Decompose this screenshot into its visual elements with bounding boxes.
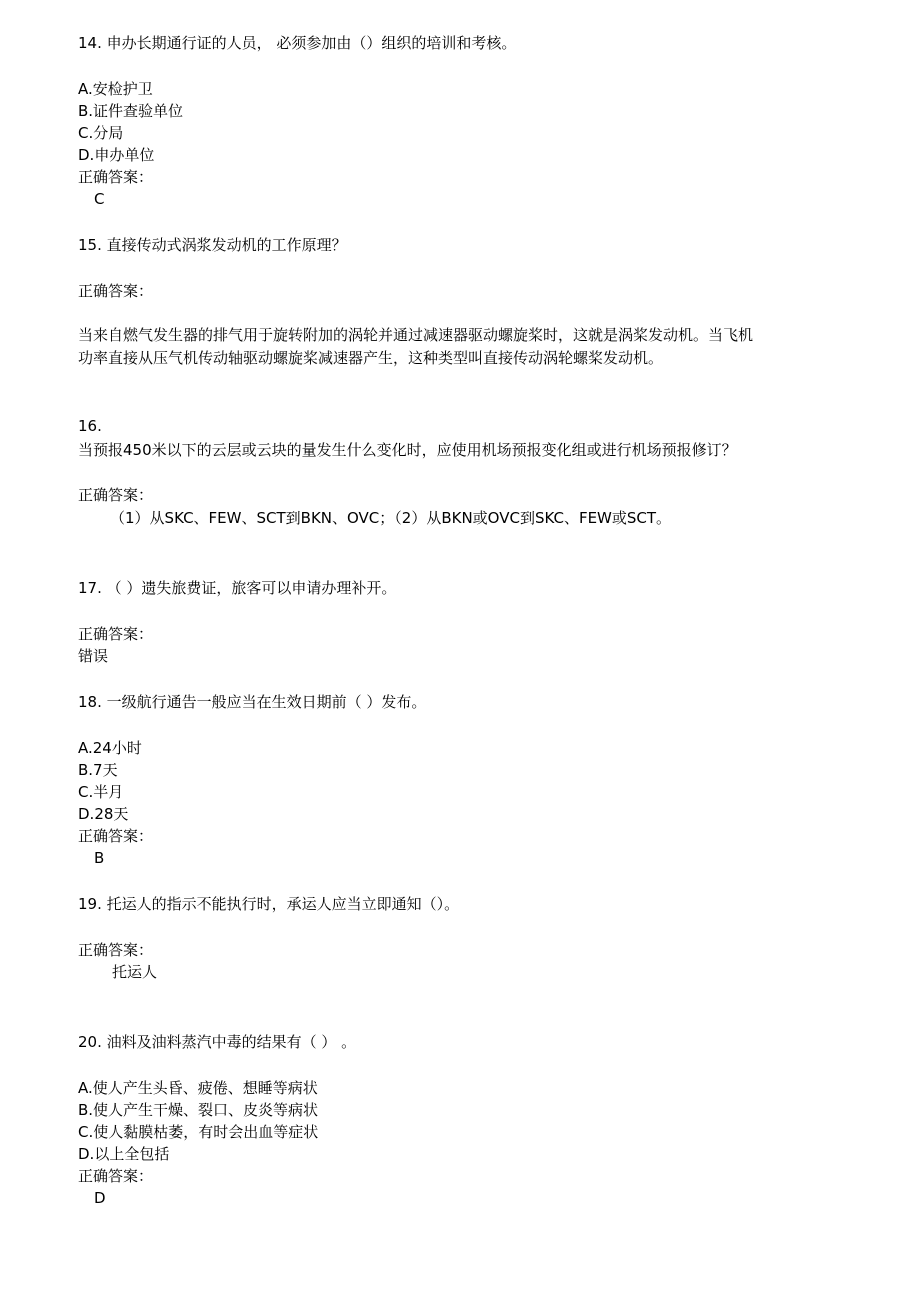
question-stem: 19. 托运人的指示不能执行时，承运人应当立即通知（）。 [78, 895, 460, 913]
option-c: C.使人黏膜枯萎，有时会出血等症状 [78, 1123, 319, 1141]
answer-value: C [94, 190, 105, 208]
question-stem: 20. 油料及油料蒸汽中毒的结果有（ ） 。 [78, 1033, 357, 1051]
question-stem: 18. 一级航行通告一般应当在生效日期前（ ）发布。 [78, 693, 427, 711]
answer-value: 托运人 [112, 963, 158, 981]
answer-label: 正确答案： [78, 827, 154, 845]
option-b: B.7天 [78, 761, 118, 779]
option-d: D.申办单位 [78, 146, 155, 164]
answer-label: 正确答案： [78, 486, 154, 504]
question-stem: 14. 申办长期通行证的人员， 必须参加由（）组织的培训和考核。 [78, 34, 517, 52]
option-c: C.半月 [78, 783, 124, 801]
answer-text-line-1: 当来自燃气发生器的排气用于旋转附加的涡轮并通过减速器驱动螺旋桨时，这就是涡桨发动机。当飞机 [78, 326, 754, 344]
answer-label: 正确答案： [78, 1167, 154, 1185]
answer-value: D [94, 1189, 106, 1207]
question-stem: 当预报450米以下的云层或云块的量发生什么变化时，应使用机场预报变化组或进行机场预报修订？ [78, 441, 737, 459]
answer-label: 正确答案： [78, 625, 154, 643]
answer-label: 正确答案： [78, 168, 154, 186]
option-d: D.以上全包括 [78, 1145, 170, 1163]
option-a: A.使人产生头昏、疲倦、想睡等病状 [78, 1079, 318, 1097]
question-stem: 15. 直接传动式涡浆发动机的工作原理？ [78, 236, 347, 254]
question-number: 16. [78, 417, 102, 435]
answer-label: 正确答案： [78, 282, 154, 300]
option-d: D.28天 [78, 805, 129, 823]
answer-label: 正确答案： [78, 941, 154, 959]
answer-value: 错误 [78, 647, 109, 665]
answer-text-line-2: 功率直接从压气机传动轴驱动螺旋桨减速器产生，这种类型叫直接传动涡轮螺桨发动机。 [78, 349, 664, 367]
option-a: A.24小时 [78, 739, 142, 757]
option-c: C.分局 [78, 124, 124, 142]
question-stem: 17. （ ）遗失旅费证，旅客可以申请办理补开。 [78, 579, 397, 597]
option-a: A.安检护卫 [78, 80, 153, 98]
option-b: B.使人产生干燥、裂口、皮炎等病状 [78, 1101, 319, 1119]
option-b: B.证件查验单位 [78, 102, 184, 120]
answer-value: B [94, 849, 105, 867]
answer-value: （1）从SKC、FEW、SCT到BKN、OVC；（2）从BKN或OVC到SKC、FEW或SCT。 [110, 509, 672, 527]
